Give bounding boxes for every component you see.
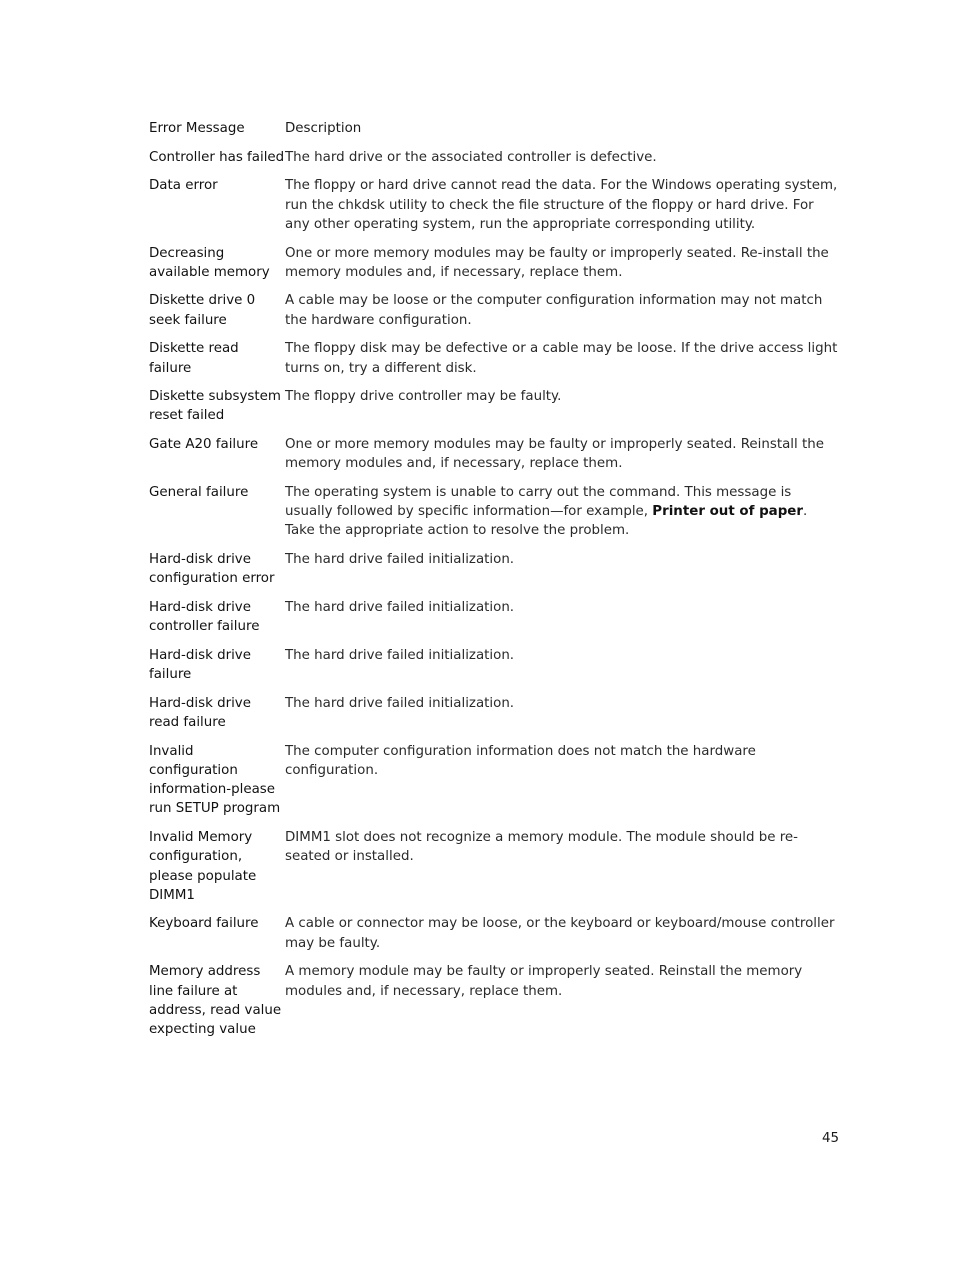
- error-description: A cable may be loose or the computer configuration information may not match the hardware configuration.: [285, 293, 823, 328]
- description-text: . Take the appropriate action to resolve the problem.: [285, 504, 808, 539]
- table-row: [149, 598, 839, 636]
- table-row: [149, 694, 839, 732]
- error-description: One or more memory modules may be faulty or improperly seated. Re-install the memory modules and, if necessary, replace them.: [285, 245, 829, 280]
- table-header-row: [149, 119, 839, 138]
- error-message: Hard-disk drive read failure: [149, 695, 251, 731]
- description-text: The operating system is unable to carry out the command. This message is usually followed by specific information—for example,: [285, 485, 792, 520]
- table-row: [149, 291, 839, 329]
- error-description: The hard drive failed initialization.: [285, 600, 515, 616]
- error-description: One or more memory modules may be faulty or improperly seated. Reinstall the memory modules and, if necessary, replace them.: [285, 437, 824, 472]
- error-message: Diskette subsystem reset failed: [149, 389, 281, 424]
- error-description: The hard drive failed initialization.: [285, 695, 515, 711]
- error-message: Invalid Memory configuration, please populate DIMM1: [149, 830, 257, 903]
- error-message: Hard-disk drive controller failure: [149, 600, 260, 635]
- error-message: Memory address line failure at address, read value expecting value: [149, 964, 282, 1037]
- table-row: [149, 828, 839, 905]
- error-message: Hard-disk drive configuration error: [149, 552, 275, 587]
- error-message: Controller has failed: [149, 149, 285, 165]
- error-description: The hard drive failed initialization.: [285, 647, 515, 663]
- error-description: The floppy disk may be defective or a cable may be loose. If the drive access light turns on, try a different disk.: [285, 341, 838, 376]
- error-message-table: [149, 119, 839, 1049]
- table-row: [149, 339, 839, 377]
- description-emphasis: Printer out of paper: [652, 504, 803, 520]
- error-description: The hard drive or the associated controller is defective.: [285, 149, 657, 165]
- table-row: [149, 962, 839, 1039]
- error-message: Keyboard failure: [149, 916, 259, 932]
- table-row: [149, 435, 839, 473]
- error-description: The computer configuration information does not match the hardware configuration.: [285, 743, 756, 778]
- table-row: [149, 914, 839, 952]
- error-description: A cable or connector may be loose, or the keyboard or keyboard/mouse controller may be faulty.: [285, 916, 835, 951]
- table-row: [149, 483, 839, 541]
- error-message: Decreasing available memory: [149, 245, 270, 280]
- error-message: Hard-disk drive failure: [149, 647, 251, 683]
- table-row: [149, 148, 839, 167]
- error-description: The floppy drive controller may be faulty.: [285, 389, 562, 405]
- error-description: The floppy or hard drive cannot read the data. For the Windows operating system, run the chkdsk utility to check the file structure of the floppy or hard drive. For any other operating system, run the appropriate corresponding utility.: [285, 178, 838, 232]
- table-row: [149, 176, 839, 234]
- header-description: Description: [285, 121, 362, 136]
- error-message: Invalid configuration information-please run SETUP program: [149, 743, 281, 817]
- table-row: [149, 646, 839, 684]
- error-message: Data error: [149, 178, 218, 194]
- table-row: [149, 244, 839, 282]
- header-error-message: Error Message: [149, 121, 245, 136]
- page-number: 45: [821, 1131, 839, 1146]
- error-description: DIMM1 slot does not recognize a memory module. The module should be re-seated or installed.: [285, 830, 798, 865]
- table-row: [149, 550, 839, 588]
- table-row: [149, 742, 839, 819]
- error-description: [285, 483, 839, 541]
- error-message: Diskette read failure: [149, 341, 239, 376]
- error-message: Diskette drive 0 seek failure: [149, 293, 256, 328]
- error-description: The hard drive failed initialization.: [285, 552, 515, 568]
- error-message: Gate A20 failure: [149, 437, 259, 453]
- table-row: [149, 387, 839, 425]
- error-description: A memory module may be faulty or improperly seated. Reinstall the memory modules and, if necessary, replace them.: [285, 964, 803, 999]
- error-message: General failure: [149, 485, 249, 501]
